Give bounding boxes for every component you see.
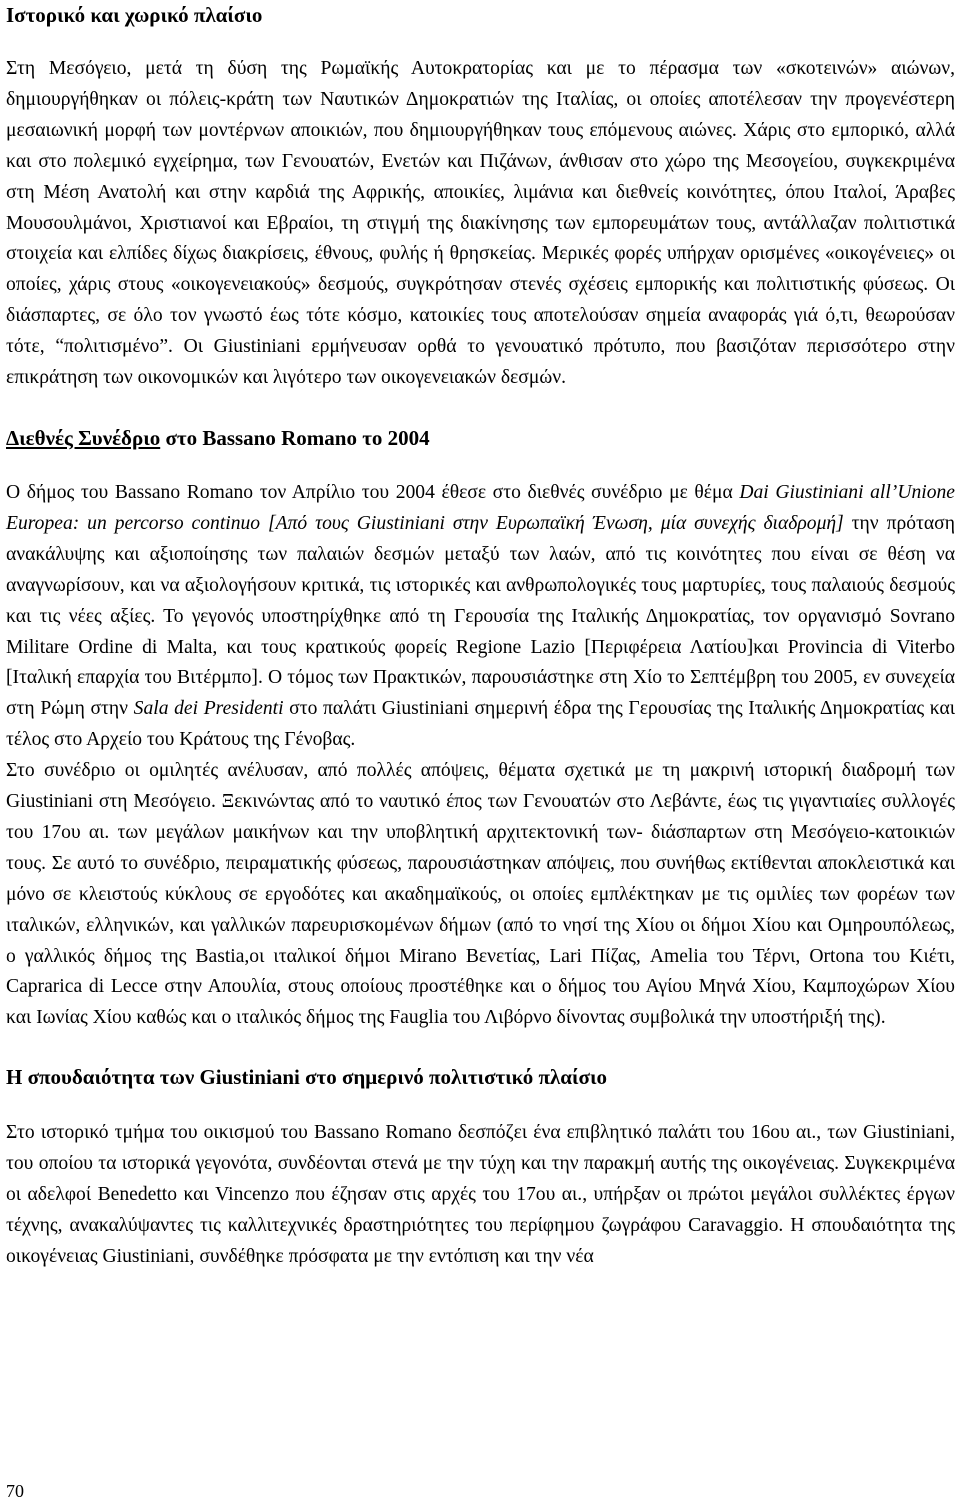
section-heading-importance: Η σπουδαιότητα των Giustiniani στο σημερινό πολιτιστικό πλαίσιο — [6, 1065, 607, 1090]
text-run: στο παλάτι Giustiniani σημερινή έδρα της Γερουσίας της Ιταλικής Δημοκρατίας και τέλος στο Αρχείο του Κράτους της Γένοβας. — [6, 698, 955, 751]
italic-title: Dai Giustiniani all’Unione Europea: un percorso continuo [Από τους Giustiniani στην Ευρωπαϊκή Ένωση, μία συνεχής διαδρομή] — [6, 481, 955, 534]
text-run: Ο δήμος του Bassano Romano τον Απρίλιο του 2004 έθεσε στο διεθνές συνέδριο με θέμα — [6, 481, 740, 503]
page-number: 70 — [6, 1481, 24, 1501]
paragraph-importance: Στο ιστορικό τμήμα του οικισμού του Bassano Romano δεσπόζει ένα επιβλητικό παλάτι του 16ου αι., των Giustiniani, του οποίου τα ιστορικά γεγονότα, συνδέονται στενά με την τύχη και την παρακμή αυτής της οικογένειας. Συγκεκριμένα οι αδελφοί Benedetto και Vincenzo που έζησαν στις αρχές του 17ου αι., υπήρξαν οι πρώτοι μεγάλοι συλλέκτες έργων τέχνης, ανακαλύψαντες τις καλλιτεχνικές δραστηριότητες του περίφημου ζωγράφου Caravaggio. Η σπουδαιότητα της οικογένειας Giustiniani, συνδέθηκε πρόσφατα με την εντόπιση και την νέα — [6, 1122, 955, 1267]
section-heading-historical-context: Ιστορικό και χωρικό πλαίσιο — [6, 3, 263, 27]
paragraph-congress-2: Στο συνέδριο οι ομιλητές ανέλυσαν, από πολλές απόψεις, θέματα σχετικά με τη μακρινή ιστορική διαδρομή των Giustiniani στη Μεσόγειο. Ξεκινώντας από το ναυτικό έπος των Γενουατών στο Λεβάντε, έως τις γιγαντιαίες συλλογές του 17ου αι. των μεγάλων μαικήνων και την υποβλητική αρχιτεκτονική των- διάσπαρτων στη Μεσόγειο-κατοικιών τους. Σε αυτό το συνέδριο, πειραματικής φύσεως, παρουσιάστηκαν απόψεις, που συνήθως εκτίθενται αποκλειστικά και μόνο σε κλειστούς κύκλους σε εργοδότες και ακαδημαϊκούς, οι οποίες εμπλέκτηκαν με τις ομιλίες των φορέων των ιταλικών, ελληνικών, και γαλλικών παρευρισκομένων δήμων (από το νησί της Χίου οι δήμοι Χίου και Ομηρουπόλεως, ο γαλλικός δήμος της Bastia,οι ιταλικοί δήμοι Mirano Βενετίας, Lari Πίζας, Amelia του Τέρνι, Ortona του Κιέτι, Caprarica di Lecce στην Απουλία, στους οποίους προστέθηκε και ο δήμος του Αγίου Μηνά Χίου, Καμποχώρων Χίου και Ιωνίας Χίου καθώς και ο ιταλικός δήμος της Fauglia του Λιβόρνο δίνοντας συμβολικά την υποστήριξή της). — [6, 760, 955, 1029]
section-heading-congress — [6, 424, 955, 453]
document-page — [6, 0, 955, 1273]
heading-underlined-part: Διεθνές Συνέδριο — [6, 425, 161, 450]
text-run: την πρόταση ανακάλυψης και αξιοποίησης των παλαιών δεσμών μεταξύ των λαών, από τις κοινότητες που είναι σε θέση να αναγνωρίσουν, και να αξιολογήσουν κριτικά, τις ιστορικές και ανθρωπολογικές τους μαρτυρίες, τους παλαιούς δεσμούς και τις νέες αξίες. Το γεγονός υποστηρίχθηκε από τη Γερουσία της Ιταλικής Δημοκρατίας, τον οργανισμό Sovrano Militare Ordine di Malta, και τους κρατικούς φορείς Regione Lazio [Περιφέρεια Λατίου]και Provincia di Viterbo [Ιταλική επαρχία του Βιτέρμπο]. Ο τόμος των Πρακτικών, παρουσιάστηκε στη Χίο το Σεπτέμβρη του 2005, εν συνεχεία στη Ρώμη στην — [6, 512, 955, 720]
paragraph-historical-context: Στη Μεσόγειο, μετά τη δύση της Ρωμαϊκής Αυτοκρατορίας και με το πέρασμα των «σκοτεινών» αιώνων, δημιουργήθηκαν οι πόλεις-κράτη των Ναυτικών Δημοκρατιών της Ιταλίας, οι οποίες αποτέλεσαν την προγενέστερη μεσαιωνική μορφή των μοντέρνων αποικιών, που δημιουργήθηκαν τους επόμενους αιώνες. Χάρις στο εμπορικό, αλλά και στο πολεμικό εγχείρημα, των Γενουατών, Ενετών και Πιζάνων, άνθισαν στο χώρο της Μεσογείου, συγκεκριμένα στη Μέση Ανατολή και στην καρδιά της Αφρικής, αποικίες, λιμάνια και διεθνείς κοινότητες, όπου Ιταλοί, Άραβες Μουσουλμάνοι, Χριστιανοί και Εβραίοι, τη στιγμή της διακίνησης των εμπορευμάτων τους, αντάλλαζαν πολιτιστικά στοιχεία και ελπίδες δίχως διακρίσεις, έθνους, φυλής ή θρησκείας. Μερικές φορές υπήρχαν ορισμένες «οικογένειες» οι οποίες, χάρις στους «οικογενειακούς» δεσμούς, συγκρότησαν στενές σχέσεις εμπορικής και πολιτιστικής φύσεως. Οι διάσπαρτες, σε όλο τον γνωστό έως τότε κόσμο, κατοικίες τους αποτελούσαν σημεία αναφοράς γιά ό,τι, θεωρούσαν τότε, “πολιτισμένο”. Οι Giustiniani ερμήνευσαν ορθά το γενουατικό πρότυπο, που βασιζόταν περισσότερο στην επικράτηση των οικονομικών και λιγότερο των οικογενειακών δεσμών. — [6, 58, 955, 389]
italic-hall-name: Sala dei Presidenti — [133, 698, 284, 720]
heading-rest: στο Bassano Romano το 2004 — [160, 425, 430, 450]
paragraph-congress-1 — [6, 478, 955, 756]
